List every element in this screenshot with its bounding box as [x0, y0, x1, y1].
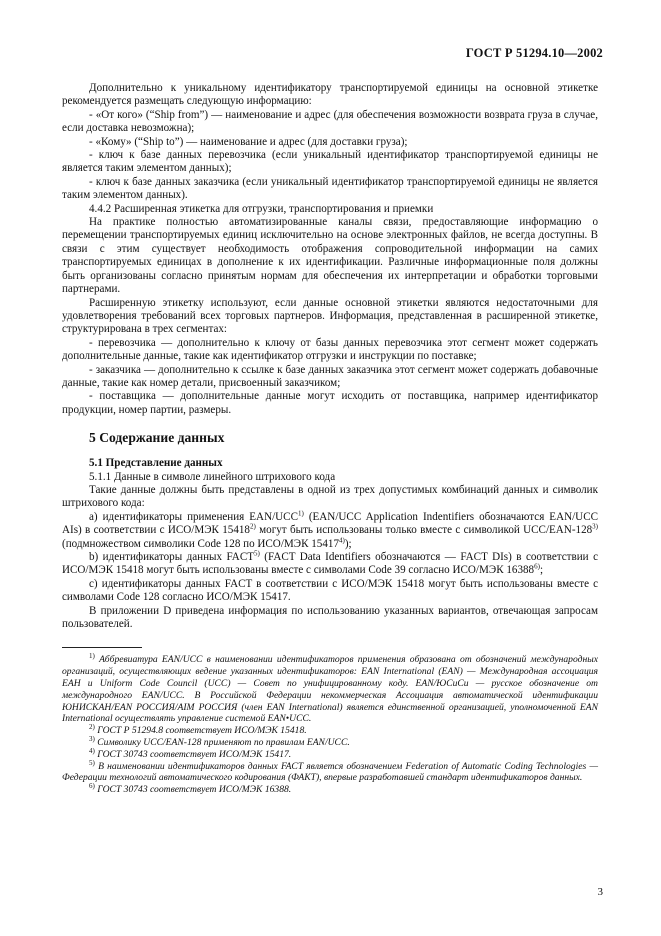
subsection-heading-5-1-1: 5.1.1 Данные в символе линейного штрихового кода — [89, 470, 336, 483]
subsection-heading-4-4-2: 4.4.2 Расширенная этикетка для отгрузки, транспортирования и приемки — [89, 202, 434, 215]
footnote-marker: 3) — [89, 734, 95, 743]
footnote — [62, 746, 598, 761]
footnote-text: ГОСТ 30743 соответствует ИСО/МЭК 15417. — [97, 748, 292, 760]
paragraph: Такие данные должны быть представлены в одной из трех допустимых комбинаций данных и символик штрихового кода: — [62, 483, 598, 510]
footnote — [62, 784, 598, 796]
footnote-ref: 3) — [592, 522, 599, 531]
footnote-marker: 1) — [89, 652, 95, 661]
paragraph: Дополнительно к уникальному идентификатору транспортируемой единицы на основной этикетке рекомендуется размещать следующую информацию: — [62, 82, 598, 108]
footnote — [62, 758, 598, 785]
text-run: а) идентификаторы применения EAN/UCC — [89, 510, 298, 523]
footnote-ref: 2) — [249, 522, 256, 531]
text-run: могут быть использованы только вместе с символикой UCC/EAN-128 — [255, 524, 593, 537]
footnote-ref: 5) — [254, 549, 260, 558]
list-item: - «Кому» (“Ship to”) — наименование и адрес (для доставки груза); — [89, 135, 408, 148]
list-item: - «От кого» (“Ship from”) — наименование и адрес (для обеспечения возможности возврата груза в случае, если доставка невозможна); — [62, 108, 598, 135]
footnote-text: Символику UCC/EAN-128 применяют по правилам EAN/UCC. — [97, 737, 350, 749]
list-item: - перевозчика — дополнительно к ключу от базы данных перевозчика этот сегмент может содержать дополнительные данные, такие как идентификатор отгрузки и инструкции по поставке; — [62, 336, 598, 363]
text-run: ; — [539, 564, 544, 577]
footnote-text: ГОСТ 30743 соответствует ИСО/МЭК 16388. — [97, 784, 292, 796]
footnote-ref: 6) — [534, 562, 540, 571]
text-run: ); — [344, 537, 352, 550]
footnote-text: Аббревиатура EAN/UCC в наименовании идентификаторов применения образована от обозначений международных организаций, осуществляющих ведение указанных идентификаторов: EAN International (EAN) — Международная ассоциация EAH и Uniform Code Council (UCC) — Совет по унифицированному коду. EAN/ЮСиСи — русское обозначение от международного EAN/UCC. В Российской Федерации некоммерческая Ассоциация автоматической идентификации ЮНИСКАН/EAN РОССИЯ/AIM РОССИЯ (член EAN International) является единственной организацией, уполномоченной EAN International осуществлять управление системой EAN•UCC. — [62, 654, 598, 725]
footnote-marker: 5) — [89, 758, 95, 767]
paragraph: Расширенную этикетку используют, если данные основной этикетки являются недостаточными для удовлетворения требований всех торговых партнеров. Информация, представленная в расширенной этикетке, структурирована в трех сегментах: — [62, 296, 598, 336]
paragraph: В приложении D приведена информация по использованию указанных вариантов, отвечающая запросам пользователей. — [62, 604, 598, 631]
footnote-marker: 4) — [89, 746, 95, 755]
list-item-a — [62, 511, 598, 551]
list-item: - заказчика — дополнительно к ссылке к базе данных заказчика этот сегмент может содержать добавочные данные, такие как номер детали, присвоенный заказчиком; — [62, 363, 598, 389]
footnote-ref: 4) — [339, 535, 345, 544]
footnote-marker: 2) — [89, 723, 95, 732]
list-item: - ключ к базе данных перевозчика (если уникальный идентификатор транспортируемой единицы не является таким элементом данных); — [62, 149, 598, 175]
page-body — [62, 82, 598, 796]
list-item: - ключ к базе данных заказчика (если уникальный идентификатор транспортируемой единицы не является таким элементом данных). — [62, 175, 598, 202]
text-run: (FACT Data Identifiers обозначаются — FACT DIs) в соответствии с ИСО/МЭК 15418 могут быть использованы вместе с символами Code 39 согласно ИСО/МЭК 16388 — [62, 551, 598, 577]
subsection-heading-5-1: 5.1 Представление данных — [89, 457, 223, 470]
section-title-5: 5 Содержание данных — [89, 430, 225, 446]
list-item-c: с) идентификаторы данных FACT в соответствии с ИСО/МЭК 15418 могут быть использованы вместе с символами Code 128 согласно ИСО/МЭК 15417. — [62, 577, 598, 604]
page-header-standard-id: ГОСТ Р 51294.10—2002 — [465, 46, 603, 60]
footnote-divider — [62, 647, 142, 648]
footnote-text: В наименовании идентификаторов данных FACT является обозначением Federation of Automatic Coding Technologies — Федерации технологий автоматического кодирования (ФАКТ), впервые разработавшей стандарт идентификаторов данных. — [62, 760, 598, 784]
paragraph: На практике полностью автоматизированные каналы связи, предоставляющие информацию о перемещении транспортируемых единиц исключительно на основе электронных файлов, не всегда доступны. В связи с этим существует необходимость отображения сопроводительной информации на самих транспортируемых единицах в дополнение к их идентификации. Различные информационные поля должны быть организованы согласно принятым нормам для обеспечения их интерпретации и обработки торговыми партнерами. — [62, 216, 598, 296]
list-item-b — [62, 551, 598, 578]
text-run: (подмножеством символики Code 128 по ИСО/МЭК 15417 — [62, 537, 339, 550]
page-number: 3 — [597, 886, 603, 898]
text-run: (EAN/UCC Application Indentifiers обозначаются EAN/UCC AIs) в соответствии с ИСО/МЭК 15418 — [62, 510, 598, 537]
footnote-text: ГОСТ Р 51294.8 соответствует ИСО/МЭК 15418. — [97, 725, 307, 737]
footnote — [62, 734, 598, 749]
footnote-marker: 6) — [89, 782, 95, 791]
footnote-ref: 1) — [297, 509, 304, 518]
footnote — [62, 654, 598, 725]
list-item: - поставщика — дополнительные данные могут исходить от поставщика, например идентификатор продукции, номер партии, размеры. — [62, 390, 598, 416]
footnote — [62, 725, 598, 737]
footnotes — [62, 654, 598, 796]
text-run: b) идентификаторы данных FACT — [89, 551, 254, 563]
